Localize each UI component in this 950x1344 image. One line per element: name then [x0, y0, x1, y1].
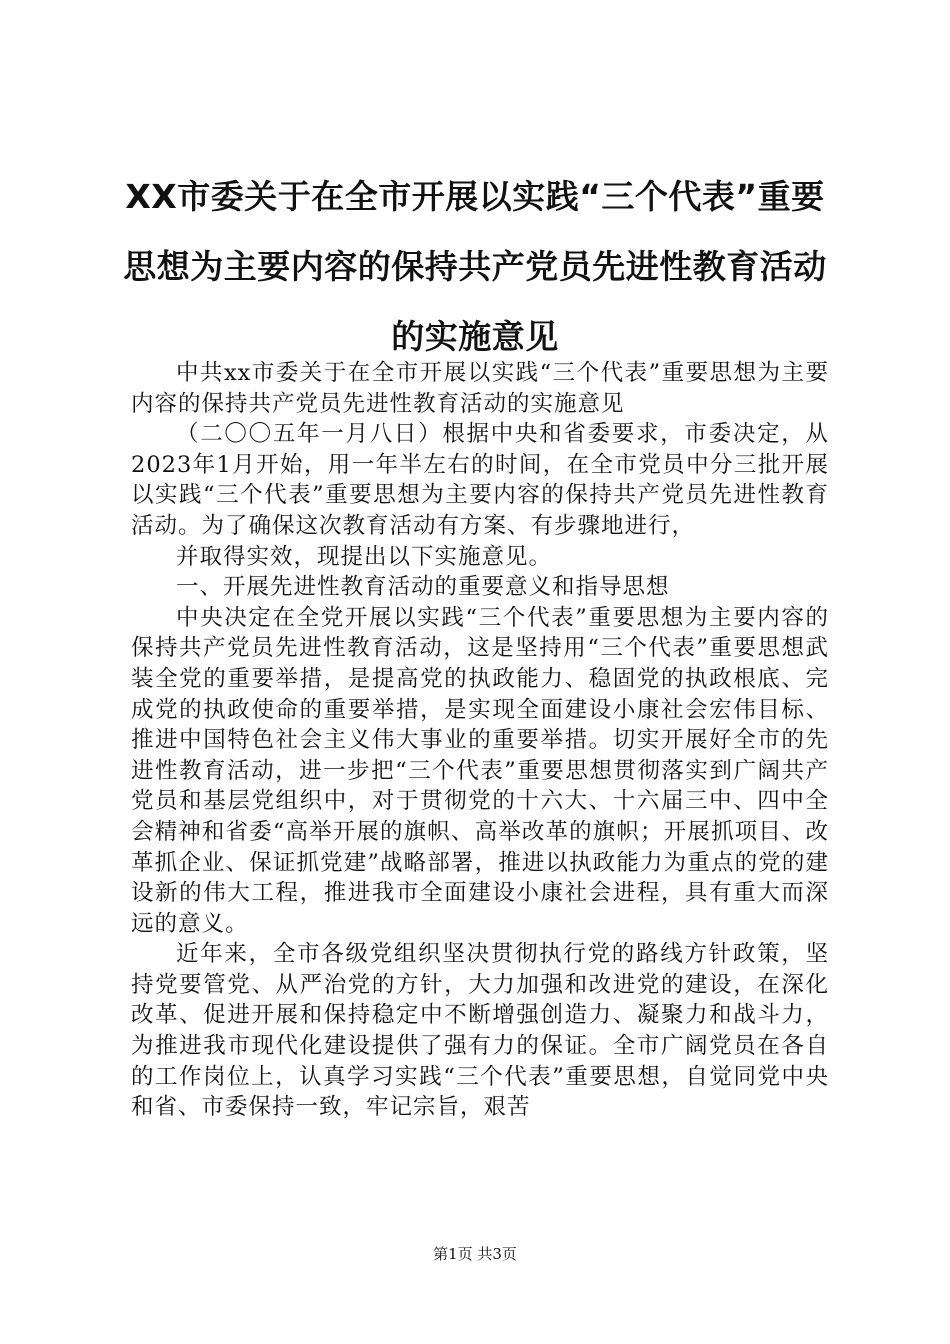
- paragraph-1: 中共xx市委关于在全市开展以实践“三个代表”重要思想为主要内容的保持共产党员先进性教育活动的实施意见: [131, 360, 829, 417]
- paragraph-5: 近年来，全市各级党组织坚决贯彻执行党的路线方针政策，坚持党要管党、从严治党的方针，大力加强和改进党的建设，在深化改革、促进开展和保持稳定中不断增强创造力、凝聚力和战斗力，为推进我市现代化建设提供了强有力的保证。全市广阔党员在各自的工作岗位上，认真学习实践“三个代表”重要思想，自觉同党中央和省、市委保持一致，牢记宗旨，艰苦: [131, 941, 829, 1121]
- paragraph-4: 中央决定在全党开展以实践“三个代表”重要思想为主要内容的保持共产党员先进性教育活动，这是坚持用“三个代表”重要思想武装全党的重要举措，是提高党的执政能力、稳固党的执政根底、完成党的执政使命的重要举措，是实现全面建设小康社会宏伟目标、推进中国特色社会主义伟大事业的重要举措。切实开展好全市的先进性教育活动，进一步把“三个代表”重要思想贯彻落实到广阔共产党员和基层党组织中，对于贯彻党的十六大、十六届三中、四中全会精神和省委“高举开展的旗帜、高举改革的旗帜；开展抓项目、改革抓企业、保证抓党建”战略部署，推进以执政能力为重点的党的建设新的伟大工程，推进我市全面建设小康社会进程，具有重大而深远的意义。: [131, 604, 829, 937]
- document-body: [131, 358, 829, 1123]
- section-heading-1: 一、开展先进性教育活动的重要意义和指导思想: [176, 574, 670, 601]
- paragraph-3: 并取得实效，现提出以下实施意见。: [176, 543, 553, 570]
- page-number-footer: 第1页 共3页: [433, 1245, 517, 1263]
- paragraph-2: （二〇〇五年一月八日）根据中央和省委要求，市委决定，从2023年1月开始，用一年半左右的时间，在全市党员中分三批开展以实践“三个代表”重要思想为主要内容的保持共产党员先进性教育活动。为了确保这次教育活动有方案、有步骤地进行，: [131, 421, 829, 539]
- document-title: XX市委关于在全市开展以实践“三个代表”重要思想为主要内容的保持共产党员先进性教育活动的实施意见: [123, 177, 827, 356]
